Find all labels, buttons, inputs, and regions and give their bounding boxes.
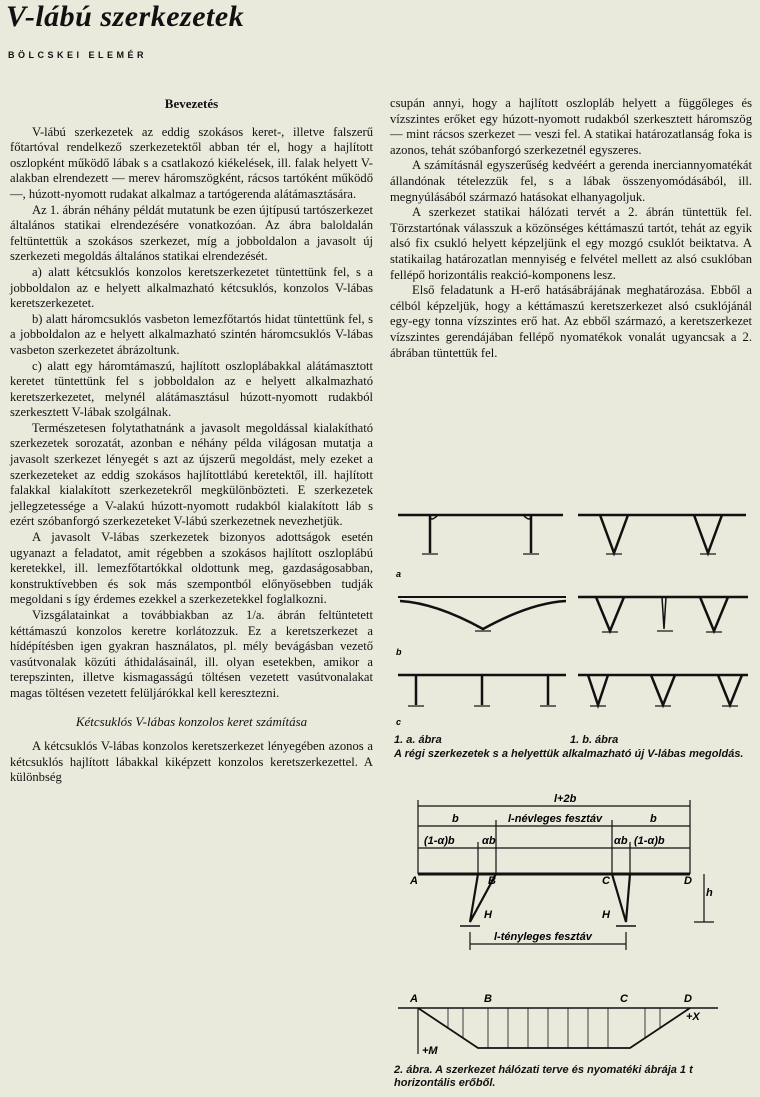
diagram-node-b: B [484, 993, 492, 1005]
frame-c-old [398, 675, 566, 705]
frame-b-new [578, 597, 748, 631]
row-label-b: b [396, 647, 402, 657]
paragraph: A számításnál egyszerűség kedvéért a gerenda inerciannyomatékát állandónak tételezzük fel, s a lábak összenyomódásából, ill. megnyúlásából származó hatásokat elhanyagoljuk. [390, 158, 752, 204]
diagram-node-a: A [410, 993, 418, 1005]
figure-1-frame-diagrams [388, 503, 758, 735]
dim-total: l+2b [554, 793, 577, 805]
dim-alpha-left: αb [482, 835, 496, 847]
dim-nominal-span: l-névleges fesztáv [508, 813, 603, 825]
dim-height: h [706, 887, 713, 899]
section-heading: Bevezetés [164, 96, 219, 111]
figure-2-static-scheme [388, 792, 760, 1064]
frame-a-old [398, 515, 563, 553]
dim-b-left: b [452, 813, 459, 825]
paragraph: Természetesen folytathatnánk a javasolt megoldással kialakítható szerkezetek sorozatát, azonban e néhány példa világosan mutatja a javasolt szerkezet lényegét s azt az újszerű megoldást, mely ezeket a szerkezeteket az eddig szokásos hajlítottlábú keretektől, ill. hajlított falakkal kialakított szerkezetekről megkülönbözteti. E szerkezetek jellegzetessége a V-alakú húzott-nyomott rudakból kialakított láb s ezért szóbanforgó szerkezeteket V-lábú szerkezetnek nevezhetjük. [10, 420, 373, 529]
paragraph: A szerkezet statikai hálózati tervét a 2. ábrán tüntettük fel. Törzstartónak válasszuk a közönséges kéttámaszú tartót, tehát az egyik alsó fix csukló helyett képzeljünk el egy mozgó csuklót beiktatva. A statikailag határozatlan mennyiség e felvétel mellett az alsó csuklóban fellépő horizontális reakció-komponens lesz. [390, 205, 752, 282]
axis-x-label: +X [686, 1011, 700, 1023]
figure-1b-label: 1. b. ábra [570, 734, 619, 746]
article-title: V-lábú szerkezetek [6, 0, 245, 33]
paragraph: c) alatt egy háromtámaszú, hajlított oszloplábakkal alátámasztott keretet tüntettünk fel s jobboldalon az e helyett alkalmazható keretszerkezetet, melynél alátámasztásul húzott-nyomott rudakból szerkesztett V-lábak szolgálnak. [10, 358, 373, 420]
paragraph: Vizsgálatainkat a továbbiakban az 1/a. ábrán feltüntetett kéttámaszú konzolos keretre korlátozzuk. Ez a keretszerkezet a hídépítésben igen gyakran használatos, pl. mély bevágásban vezető vasútvonalak közúti áthidalásainál, ill. olyan esetekben, amikor a terepszinten, illetve kismagasságú töltésen vezetett vasútvonalakat magas töltésen vezetett felüljárókkal kell keresztezni. [10, 608, 373, 700]
force-h-left: H [484, 909, 492, 921]
paragraph: csupán annyi, hogy a hajlított oszlopláb helyett a függőleges és vízszintes erőket egy húzott-nyomott rudakból szerkesztett háromszög — mint rácsos szerkezet — veszi fel. A statikai határozatlanság foka is azonos, tehát szóbanforgó szerkezetnél egyszeres. [390, 96, 752, 157]
dim-alpha-right: αb [614, 835, 628, 847]
figure-1-caption: A régi szerkezetek s a helyettük alkalmazható új V-lábas megoldás. [394, 748, 744, 760]
dim-b-right: b [650, 813, 657, 825]
node-a: A [410, 875, 418, 887]
paragraph: A javasolt V-lábas szerkezetek bizonyos adottságok esetén ugyanazt a feladatot, amit régebben a szokásos hajlított oszloplábú keretekkel, ill. lemezfőtartókkal oldottunk meg, gazdaságosabban, konstruktívebben és sok más szempontból előnyösebben tudják megoldani s így érdemes ezekkel a szerkezetekkel foglalkozni. [10, 530, 373, 607]
force-h-right: H [602, 909, 610, 921]
paragraph: b) alatt háromcsuklós vasbeton lemezfőtartós hidat tüntettünk fel, s a jobboldalon az e helyett alkalmazható szintén háromcsuklós V-lábas vasbeton szerkezetet ábrázoltunk. [10, 311, 373, 357]
axis-m-label: +M [422, 1045, 438, 1057]
paragraph: Első feladatunk a H-erő hatásábrájának meghatározása. Ebből a célból képzeljük, hogy a kéttámaszú keretszerkezet alsó csuklójánál egy-egy tonna vízszintes erő hat. Az ebből származó, a keretszerkezet vízszintes gerendájában fellépő nyomatékok vonalát ugyancsak a 2. ábrában tüntettük fel. [390, 283, 752, 360]
diagram-node-c: C [620, 993, 628, 1005]
figure-1a-label: 1. a. ábra [394, 734, 442, 746]
node-d: D [684, 875, 692, 887]
dim-part-left: (1-α)b [424, 835, 455, 847]
node-b: B [488, 875, 496, 887]
frame-a-new [578, 515, 746, 553]
node-c: C [602, 875, 610, 887]
frame-b-old [398, 597, 566, 629]
figure-2-caption: 2. ábra. A szerkezet hálózati terve és nyomatéki ábrája 1 t horizontális erőből. [394, 1064, 693, 1089]
diagram-node-d: D [684, 993, 692, 1005]
right-column [390, 96, 752, 361]
subsection-heading: Kétcsuklós V-lábas konzolos keret számítása [75, 713, 308, 729]
row-label-c: c [396, 717, 402, 727]
paragraph: A kétcsuklós V-lábas konzolos keretszerkezet lényegében azonos a kétcsuklós hajlított lábakkal kiképzett konzolos keretszerkezettel. A különbség [10, 739, 373, 785]
row-label-a: a [396, 569, 402, 579]
dim-actual-span: l-tényleges fesztáv [494, 931, 592, 943]
article-author: BÖLCSKEI ELEMÉR [8, 50, 148, 60]
frame-c-new [578, 675, 748, 705]
dim-part-right: (1-α)b [634, 835, 665, 847]
left-column [10, 96, 373, 786]
paragraph: a) alatt kétcsuklós konzolos keretszerkezetet tüntettünk fel, s a jobboldalon az e helyett alkalmazható kétcsuklós, konzolos V-lábas keretszerkezetet. [10, 264, 373, 311]
paragraph: V-lábú szerkezetek az eddig szokásos keret-, illetve falszerű főtartóval rendelkező szerkezetektől abban tér el, hogy a hajlított oszlopként működő lábak s a csatlakozó kiékelések, ill. falak helyett V-alakban elrendezett — merev háromszögként, rácsos tartóként működő —, húzott-nyomott rudakat alkalmaz a tartógerenda alátámasztására. [10, 124, 373, 201]
paragraph: Az 1. ábrán néhány példát mutatunk be ezen újtípusú tartószerkezet általános statikai elrendezésére vonatkozóan. Az ábra baloldalán feltüntettük a szokásos szerkezet, míg a jobboldalon a javasolt új szerkezeti megoldás általános statikai elrendezését. [10, 202, 373, 264]
